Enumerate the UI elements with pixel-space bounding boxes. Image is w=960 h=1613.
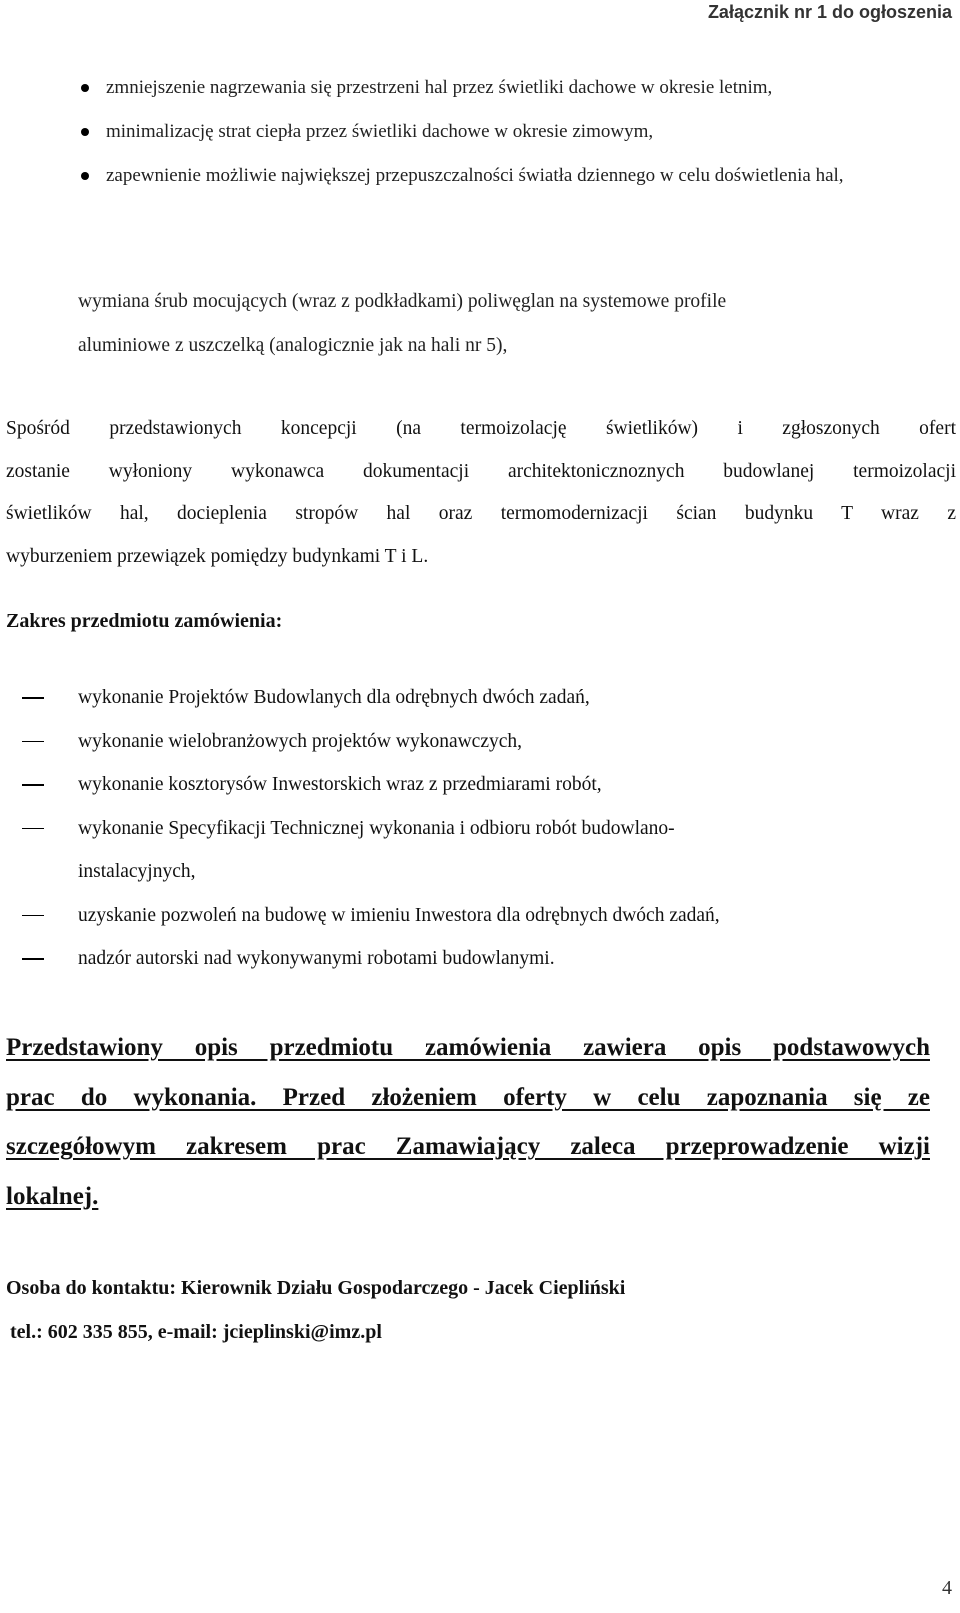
bullet-text: minimalizację strat ciepła przez świetliki dachowe w okresie zimowym, [106, 121, 654, 142]
list-item [106, 66, 936, 110]
goals-bullet-list [106, 66, 936, 198]
list-item [106, 110, 936, 154]
bullet-icon [81, 84, 89, 92]
list-item [0, 720, 940, 764]
dash-icon [22, 828, 44, 830]
page-number: 4 [942, 1577, 952, 1599]
scope-heading: Zakres przedmiotu zamówienia: [6, 610, 283, 632]
list-item [0, 676, 940, 720]
intro-line: świetlików hal, docieplenia stropów hal oraz termomodernizacji ścian budynku T wraz z [6, 503, 956, 524]
scope-item-text: wykonanie kosztorysów Inwestorskich wraz z przedmiarami robót, [78, 774, 602, 795]
notice-line: Przedstawiony opis przedmiotu zamówienia zawiera opis podstawowych [6, 1034, 930, 1061]
notice-paragraph [6, 1023, 930, 1221]
scope-item-text: uzyskanie pozwoleń na budowę w imieniu Inwestora dla odrębnych dwóch zadań, [78, 904, 720, 926]
list-item [0, 807, 940, 851]
scope-item-text: nadzór autorski nad wykonywanymi robotami budowlanymi. [78, 948, 555, 969]
replacement-line: aluminiowe z uszczelką (analogicznie jak na hali nr 5), [78, 335, 508, 356]
list-item [0, 937, 940, 981]
contact-person: Osoba do kontaktu: Kierownik Działu Gospodarczego - Jacek Ciepliński [6, 1277, 626, 1299]
bullet-icon [81, 128, 89, 136]
annex-header: Załącznik nr 1 do ogłoszenia [707, 2, 952, 22]
scope-item-text: wykonanie wielobranżowych projektów wykonawczych, [78, 730, 523, 752]
dash-icon [22, 741, 44, 743]
dash-icon [22, 784, 44, 786]
scope-item-text: instalacyjnych, [78, 861, 196, 882]
list-item [106, 154, 936, 198]
list-item [0, 894, 940, 938]
intro-line: zostanie wyłoniony wykonawca dokumentacji architektonicznoznych budowlanej termoizolacji [6, 460, 956, 482]
list-item-continuation [0, 850, 940, 894]
replacement-paragraph [78, 280, 938, 368]
scope-item-text: wykonanie Specyfikacji Technicznej wykonania i odbioru robót budowlano- [78, 817, 675, 839]
bullet-text: zapewnienie możliwie największej przepuszczalności światła dziennego w celu doświetlenia hal, [106, 165, 844, 186]
list-item [0, 763, 940, 807]
contact-phone-email: tel.: 602 335 855, e-mail: jcieplinski@imz.pl [10, 1321, 382, 1343]
intro-paragraph [6, 408, 956, 578]
notice-line: lokalnej. [6, 1182, 99, 1210]
replacement-line: wymiana śrub mocujących (wraz z podkładkami) poliwęglan na systemowe profile [78, 291, 727, 312]
contact-block [6, 1266, 625, 1354]
intro-line: Spośród przedstawionych koncepcji (na termoizolację świetlików) i zgłoszonych ofert [6, 418, 956, 439]
bullet-text: zmniejszenie nagrzewania się przestrzeni hal przez świetliki dachowe w okresie letnim, [106, 77, 773, 98]
dash-icon [22, 958, 44, 960]
notice-line: prac do wykonania. Przed złożeniem oferty w celu zapoznania się ze [6, 1083, 930, 1111]
bullet-icon [81, 172, 89, 180]
scope-item-text: wykonanie Projektów Budowlanych dla odrębnych dwóch zadań, [78, 687, 590, 708]
scope-dash-list [0, 676, 940, 981]
dash-icon [22, 915, 44, 917]
dash-icon [22, 697, 44, 699]
intro-line: wyburzeniem przewiązek pomiędzy budynkami T i L. [6, 545, 429, 567]
notice-line: szczegółowym zakresem prac Zamawiający zaleca przeprowadzenie wizji [6, 1133, 930, 1160]
